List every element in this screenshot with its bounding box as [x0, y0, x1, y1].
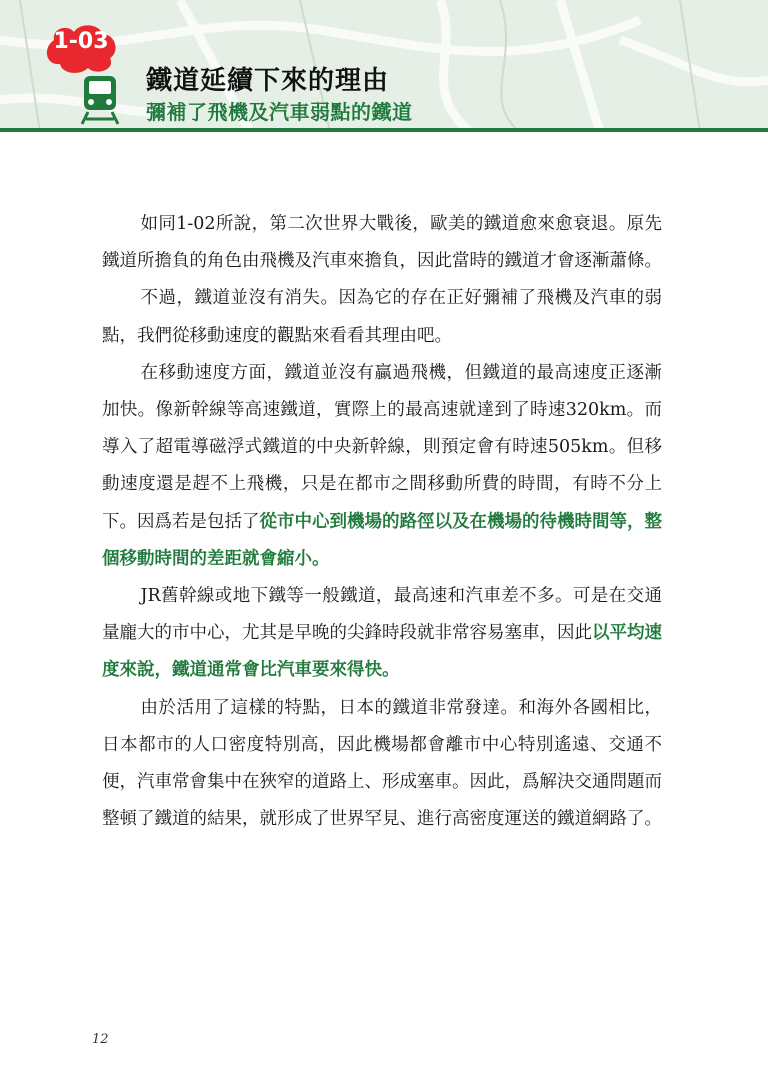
paragraph [102, 690, 662, 839]
text-run: JR舊幹線或地下鐵等一般鐵道，最高速和汽車差不多。可是在交通量龐大的市中心，尤其是早晚的尖鋒時段就非常容易塞車，因此 [102, 586, 662, 644]
paragraph [102, 280, 662, 354]
text-run: 由於活用了這樣的特點，日本的鐵道非常發達。和海外各國相比，日本都市的人口密度特別高，因此機場都會離市中心特別遙遠、交通不便，汽車常會集中在狹窄的道路上、形成塞車。因此，爲解決交通問題而整頓了鐵道的結果，就形成了世界罕見、進行高密度運送的鐵道網路了。 [102, 697, 662, 830]
header-rule [0, 128, 768, 132]
text-run: 不過，鐵道並沒有消失。因為它的存在正好彌補了飛機及汽車的弱點，我們從移動速度的觀點來看看其理由吧。 [102, 288, 662, 346]
body-text [102, 206, 662, 838]
paragraph [102, 355, 662, 578]
highlighted-text: 以平均速度來說，鐵道通常會比汽車要來得快。 [102, 623, 662, 681]
text-run: 如同1-02所說，第二次世界大戰後，歐美的鐵道愈來愈衰退。原先鐵道所擔負的角色由飛機及汽車來擔負，因此當時的鐵道才會逐漸蕭條。 [102, 214, 662, 272]
page-number: 12 [92, 1032, 109, 1047]
highlighted-text: 從市中心到機場的路徑以及在機場的待機時間等，整個移動時間的差距就會縮小。 [102, 511, 662, 569]
text-run: 在移動速度方面，鐵道並沒有贏過飛機，但鐵道的最高速度正逐漸加快。像新幹線等高速鐵道，實際上的最高速就達到了時速320km。而導入了超電導磁浮式鐵道的中央新幹線，則預定會有時速505km。但移動速度還是趕不上飛機，只是在都市之間移動所費的時間，有時不分上下。因爲若是包括了 [102, 362, 662, 532]
chapter-subtitle: 彌補了飛機及汽車弱點的鐵道 [146, 100, 413, 124]
chapter-badge: 1-03 [53, 29, 109, 54]
chapter-title: 鐵道延續下來的理由 [146, 66, 390, 96]
paragraph [102, 206, 662, 280]
train-icon [78, 74, 122, 126]
chapter-header [0, 0, 768, 132]
paragraph [102, 578, 662, 690]
